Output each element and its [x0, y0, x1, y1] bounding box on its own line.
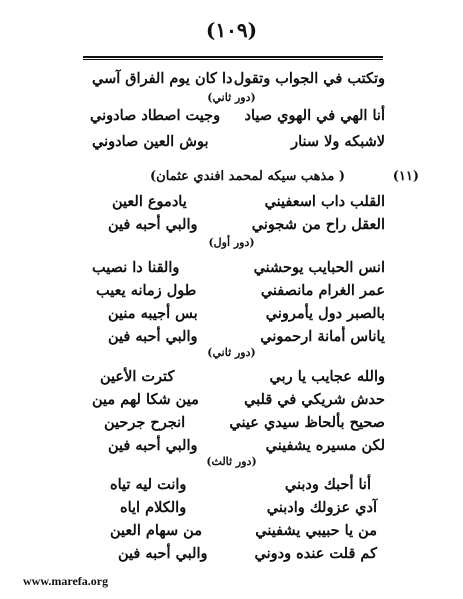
verse-1-left: دا كان يوم الفراق آسي: [92, 70, 233, 87]
song-title: ( مذهب سيكه لمحمد افندي عثمان): [150, 169, 345, 184]
header-rule: [83, 56, 383, 58]
song-number: (١١): [392, 169, 419, 184]
section-label-second-round: (دور ثاني): [207, 91, 256, 104]
d2-4-right: لكن مسيره يشفيني: [265, 437, 385, 454]
intro-1-right: القلب داب اسعفيني: [264, 193, 385, 210]
d1-4-left: والبي أحبه فين: [108, 328, 198, 345]
d2-4-left: والبي أحبه فين: [108, 437, 198, 454]
intro-2-left: والبي أحبه فين: [108, 216, 198, 233]
d3-1-left: وانت ليه تياه: [110, 476, 187, 493]
d3-4-right: كم قلت عنده ودوني: [254, 545, 377, 562]
d1-2-left: طول زمانه يعيب: [96, 282, 197, 299]
d1-1-left: والقنا دا نصيب: [92, 259, 180, 276]
d3-1-right: أنا أحبك ودبني: [284, 476, 371, 493]
section-label-second-round-song: (دور ثاني): [207, 346, 256, 359]
d2-1-left: كترت الأعين: [100, 368, 175, 385]
d1-4-right: ياناس أمانة ارحموني: [260, 328, 385, 345]
d2-1-right: والله عجايب يا ربي: [269, 368, 385, 385]
header-rule-thin: [83, 59, 383, 60]
d3-2-right: آدي عزولك وادبني: [266, 499, 377, 516]
section-label-first-round: (دور أول): [208, 236, 255, 249]
site-footer: www.marefa.org: [23, 574, 109, 588]
d1-1-right: انس الحبايب يوحشني: [253, 259, 385, 276]
d2-3-right: صحيح بألحاظ سيدي عيني: [229, 414, 385, 431]
d1-3-left: بس أجيبه منين: [108, 305, 198, 322]
d3-3-left: من سهام العين: [110, 522, 202, 539]
verse-2-right: أنا الهي في الهوي صياد: [244, 107, 385, 124]
intro-1-left: يادموع العين: [112, 193, 187, 210]
section-label-third-round: (دور ثالث): [206, 455, 257, 468]
d3-3-right: من يا حبيبي يشفيني: [255, 522, 377, 539]
d2-2-right: حدش شريكي في قلبي: [244, 391, 385, 408]
verse-1-right: وتكتب في الجواب وتقول: [233, 70, 385, 87]
verse-2-left: وجيت اصطاد صادوني: [90, 107, 221, 124]
verse-3-left: بوش العين صادوني: [92, 133, 209, 150]
d2-2-left: مين شكا لهم مين: [92, 391, 199, 408]
d3-2-left: والكلام اياه: [120, 499, 187, 516]
d2-3-left: انجرح جرحين: [104, 414, 186, 431]
d1-2-right: عمر الغرام مانصفني: [260, 282, 385, 299]
verse-3-right: لاشبكه ولا سنار: [291, 133, 385, 150]
page-number: (١٠٩): [205, 18, 258, 42]
intro-2-right: العقل راح من شجوني: [251, 216, 385, 233]
d3-4-left: والبي أحبه فين: [118, 545, 208, 562]
d1-3-right: بالصبر دول يأمروني: [265, 305, 385, 322]
